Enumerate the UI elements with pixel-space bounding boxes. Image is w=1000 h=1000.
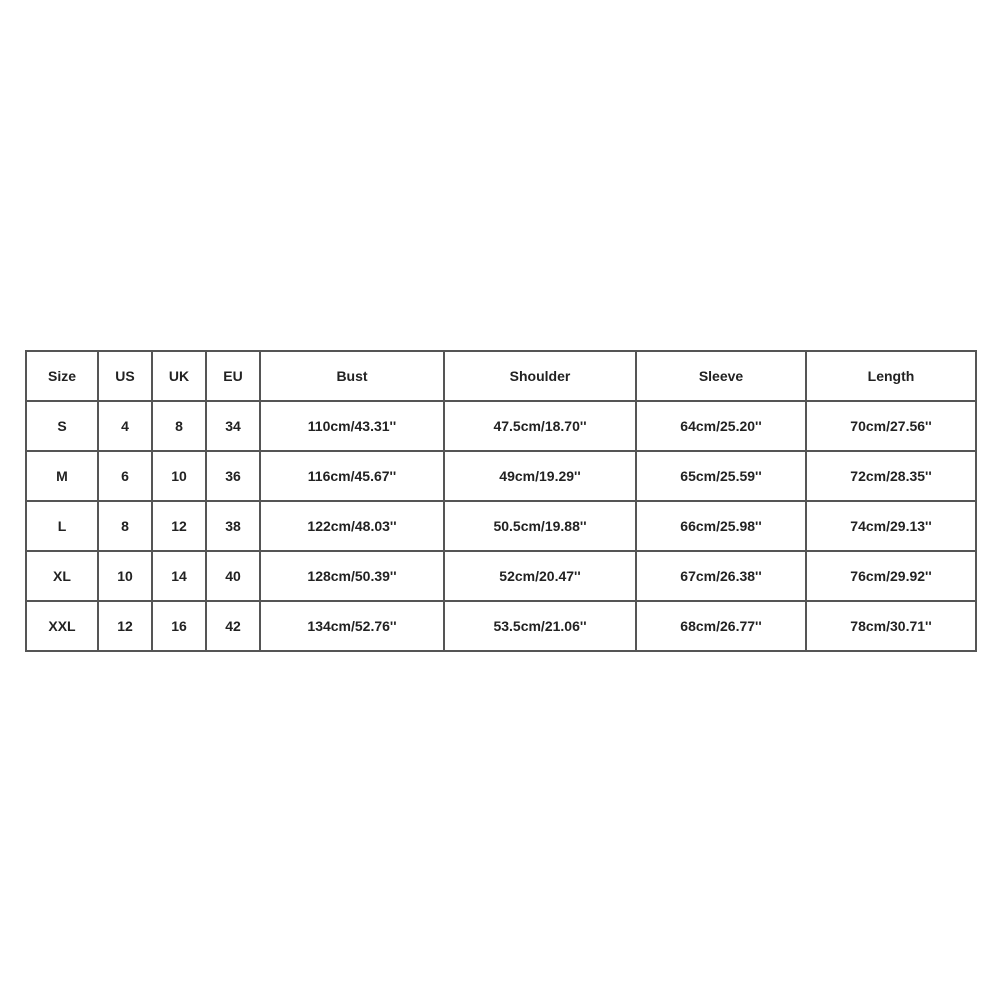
cell-length: 76cm/29.92'' bbox=[806, 551, 976, 601]
header-cell-uk: UK bbox=[152, 351, 206, 401]
cell-shoulder: 53.5cm/21.06'' bbox=[444, 601, 636, 651]
cell-size: S bbox=[26, 401, 98, 451]
cell-eu: 36 bbox=[206, 451, 260, 501]
cell-us: 8 bbox=[98, 501, 152, 551]
cell-size: L bbox=[26, 501, 98, 551]
cell-size: M bbox=[26, 451, 98, 501]
cell-sleeve: 66cm/25.98'' bbox=[636, 501, 806, 551]
cell-uk: 8 bbox=[152, 401, 206, 451]
cell-bust: 116cm/45.67'' bbox=[260, 451, 444, 501]
cell-sleeve: 67cm/26.38'' bbox=[636, 551, 806, 601]
cell-length: 78cm/30.71'' bbox=[806, 601, 976, 651]
cell-bust: 134cm/52.76'' bbox=[260, 601, 444, 651]
cell-eu: 38 bbox=[206, 501, 260, 551]
cell-length: 74cm/29.13'' bbox=[806, 501, 976, 551]
header-cell-eu: EU bbox=[206, 351, 260, 401]
cell-uk: 10 bbox=[152, 451, 206, 501]
cell-length: 72cm/28.35'' bbox=[806, 451, 976, 501]
cell-us: 12 bbox=[98, 601, 152, 651]
cell-sleeve: 65cm/25.59'' bbox=[636, 451, 806, 501]
cell-uk: 16 bbox=[152, 601, 206, 651]
cell-shoulder: 47.5cm/18.70'' bbox=[444, 401, 636, 451]
cell-shoulder: 50.5cm/19.88'' bbox=[444, 501, 636, 551]
cell-uk: 14 bbox=[152, 551, 206, 601]
cell-us: 6 bbox=[98, 451, 152, 501]
cell-us: 10 bbox=[98, 551, 152, 601]
table-row bbox=[26, 451, 976, 501]
header-cell-shoulder: Shoulder bbox=[444, 351, 636, 401]
cell-bust: 128cm/50.39'' bbox=[260, 551, 444, 601]
header-cell-size: Size bbox=[26, 351, 98, 401]
table-row bbox=[26, 601, 976, 651]
table-row bbox=[26, 501, 976, 551]
cell-size: XL bbox=[26, 551, 98, 601]
table-row bbox=[26, 401, 976, 451]
header-cell-us: US bbox=[98, 351, 152, 401]
cell-sleeve: 64cm/25.20'' bbox=[636, 401, 806, 451]
size-chart-table bbox=[25, 350, 977, 652]
header-cell-bust: Bust bbox=[260, 351, 444, 401]
cell-uk: 12 bbox=[152, 501, 206, 551]
cell-eu: 40 bbox=[206, 551, 260, 601]
table-header-row bbox=[26, 351, 976, 401]
cell-size: XXL bbox=[26, 601, 98, 651]
cell-shoulder: 49cm/19.29'' bbox=[444, 451, 636, 501]
cell-length: 70cm/27.56'' bbox=[806, 401, 976, 451]
cell-eu: 42 bbox=[206, 601, 260, 651]
cell-eu: 34 bbox=[206, 401, 260, 451]
cell-us: 4 bbox=[98, 401, 152, 451]
cell-shoulder: 52cm/20.47'' bbox=[444, 551, 636, 601]
header-cell-sleeve: Sleeve bbox=[636, 351, 806, 401]
cell-bust: 110cm/43.31'' bbox=[260, 401, 444, 451]
header-cell-length: Length bbox=[806, 351, 976, 401]
cell-sleeve: 68cm/26.77'' bbox=[636, 601, 806, 651]
table-row bbox=[26, 551, 976, 601]
cell-bust: 122cm/48.03'' bbox=[260, 501, 444, 551]
